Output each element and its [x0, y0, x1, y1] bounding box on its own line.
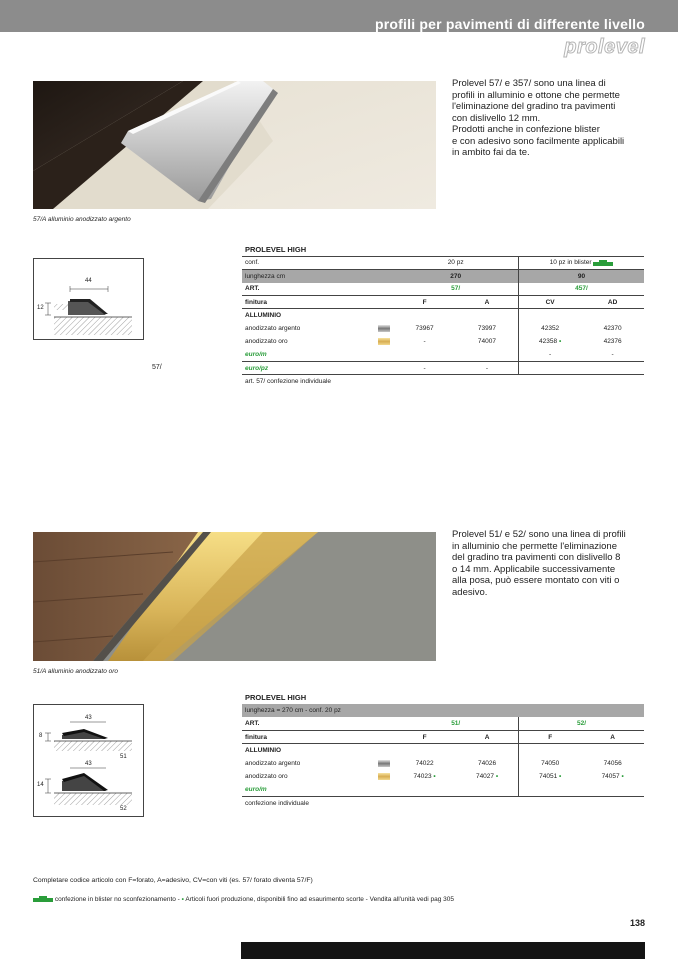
- height-dimension: 12: [37, 305, 44, 311]
- width-dimension: 44: [85, 278, 92, 284]
- spec-table-57: [242, 243, 644, 388]
- silver-swatch-icon: [378, 325, 390, 332]
- table-row: [242, 757, 644, 770]
- product-photo-51: [33, 532, 436, 661]
- table-note: art. 57/ confezione individuale: [245, 378, 332, 386]
- desc-line: in alluminio che permette l'eliminazione: [452, 540, 617, 552]
- table-row: [242, 349, 644, 362]
- art-label: ART.: [242, 717, 375, 730]
- price-cell: [456, 349, 519, 362]
- table-title-row: [242, 243, 644, 256]
- finish-col: A: [456, 731, 519, 744]
- desc-line: del gradino tra pavimenti con dislivello 8: [452, 552, 621, 563]
- width-dimension: 43: [85, 761, 92, 767]
- length-conf: lunghezza = 270 cm - conf. 20 pz: [242, 704, 644, 717]
- code-cell-marked: [519, 335, 582, 348]
- code-cell-marked: [393, 770, 456, 783]
- desc-line: adesivo.: [452, 586, 488, 598]
- table-row: [242, 375, 644, 388]
- discontinued-mark: •: [558, 338, 562, 346]
- brand-logo: prolevel: [564, 36, 645, 58]
- desc-line: in ambito fai da te.: [452, 147, 530, 158]
- legend: [33, 896, 454, 903]
- table-title: PROLEVEL HIGH: [242, 243, 644, 256]
- discontinued-mark: •: [559, 773, 562, 781]
- desc-line: Prolevel 51/ e 52/ sono una linea di profili: [452, 529, 626, 540]
- price-cell: -: [581, 349, 644, 362]
- spec-table-51-52: [242, 691, 644, 810]
- price-cell: [519, 362, 582, 375]
- table-row: [242, 797, 644, 810]
- finish-col: F: [393, 731, 456, 744]
- code-value: 74051: [539, 773, 558, 781]
- code-cell: 73997: [477, 325, 496, 333]
- table-row: [242, 717, 644, 730]
- finish-name: anodizzato oro: [245, 338, 288, 346]
- gold-swatch-icon: [378, 773, 390, 780]
- euro-m-label: euro/m: [242, 349, 375, 362]
- finish-col: AD: [581, 296, 644, 309]
- desc-line: Prolevel 57/ e 357/ sono una linea di: [452, 78, 606, 89]
- code-value: 74023: [413, 773, 432, 781]
- desc-line: profili in alluminio e ottone che permette: [452, 89, 620, 101]
- code-value: 74027: [475, 773, 495, 781]
- height-dimension: 14: [37, 782, 44, 788]
- code-cell: 73967: [415, 325, 434, 333]
- table-title: PROLEVEL HIGH: [245, 693, 307, 703]
- article-label: 52: [120, 806, 127, 812]
- code-cell: 42376: [603, 338, 622, 346]
- code-cell-marked: [581, 770, 644, 783]
- discontinued-mark: •: [181, 896, 184, 903]
- discontinued-mark: •: [495, 773, 499, 781]
- art-b: 52/: [519, 717, 644, 730]
- art-b: 457/: [519, 283, 644, 296]
- article-label: 51: [120, 754, 127, 760]
- photo-51-illustration: [33, 532, 436, 661]
- page-title: profili per pavimenti di differente livello: [375, 16, 645, 32]
- width-dimension: 43: [85, 715, 92, 721]
- profile-drawing-57: [34, 259, 143, 339]
- table-row: [242, 322, 644, 335]
- code-cell: 74026: [478, 760, 497, 768]
- desc-line: con dislivello 12 mm.: [452, 112, 541, 124]
- table-note: confezione individuale: [245, 799, 309, 807]
- desc-line: alla posa, può essere montato con viti o: [452, 575, 620, 586]
- legend-blister-text: confezione in blister no sconfezionamento -: [54, 896, 180, 903]
- desc-line: o 14 mm. Applicabile successivamente: [452, 563, 616, 575]
- price-cell: -: [519, 349, 582, 362]
- photo-caption-51: 51/A alluminio anodizzato oro: [33, 668, 119, 675]
- code-cell-marked: [456, 770, 519, 783]
- finish-label: finitura: [242, 731, 375, 744]
- finish-col: CV: [519, 296, 582, 309]
- finish-col: A: [456, 296, 519, 309]
- article-label-57: 57/: [152, 364, 162, 371]
- price-cell: [393, 349, 456, 362]
- conf-a: 20 pz: [393, 256, 518, 269]
- table-row: [242, 335, 644, 348]
- table-row: [242, 704, 644, 717]
- conf-b-cell: [519, 256, 644, 269]
- legend-mark-text: Articoli fuori produzione, disponibili fino ad esaurimento scorte - Vendita all'unità vedi pag 305: [185, 896, 455, 903]
- description-51: [452, 529, 652, 598]
- discontinued-mark: •: [433, 773, 436, 781]
- code-cell: 42370: [603, 325, 622, 333]
- table-row: [242, 362, 644, 375]
- code-value: 42358: [539, 338, 558, 346]
- finish-name: anodizzato argento: [245, 760, 301, 768]
- code-cell: 74056: [603, 760, 622, 768]
- blister-icon: [593, 260, 613, 266]
- art-a: 57/: [393, 283, 518, 296]
- price-cell: -: [456, 362, 519, 375]
- finish-col: F: [519, 731, 582, 744]
- photo-57-illustration: [33, 81, 436, 209]
- euro-m-label: euro/m: [242, 783, 375, 796]
- code-cell: 74050: [519, 757, 582, 770]
- code-cell: 74007: [477, 338, 496, 346]
- height-dimension: 8: [39, 733, 43, 739]
- discontinued-mark: •: [621, 773, 624, 781]
- table-title-row: [242, 691, 644, 704]
- table-row: [242, 256, 644, 269]
- code-footnote: Completare codice articolo con F=forato, A=adesivo, CV=con viti (es. 57/ forato diventa 57/F): [33, 877, 313, 884]
- finish-label: finitura: [242, 296, 375, 309]
- table-row: [242, 744, 644, 757]
- desc-line: e con adesivo sono facilmente applicabili: [452, 135, 625, 147]
- desc-line: l'eliminazione del gradino tra pavimenti: [452, 101, 616, 112]
- length-label: lunghezza cm: [242, 269, 375, 282]
- table-row: [242, 783, 644, 796]
- art-label: ART.: [242, 283, 375, 296]
- code-cell: 42352: [519, 322, 582, 335]
- silver-swatch-icon: [378, 760, 390, 767]
- table-row: [242, 269, 644, 282]
- material-label: ALLUMINIO: [245, 747, 282, 755]
- conf-b: 10 pz in blister: [549, 259, 592, 267]
- desc-line: Prodotti anche in confezione blister: [452, 124, 600, 135]
- blister-icon: [33, 896, 53, 902]
- code-cell-marked: [519, 770, 582, 783]
- length-a: 270: [393, 269, 518, 282]
- price-cell: [581, 362, 644, 375]
- technical-drawing-57: [33, 258, 144, 340]
- art-a: 51/: [393, 717, 518, 730]
- table-row: [242, 731, 644, 744]
- table-row: [242, 283, 644, 296]
- code-cell: -: [423, 338, 426, 346]
- finish-col: A: [581, 731, 644, 744]
- page-number: 138: [629, 918, 645, 928]
- description-57: [452, 78, 652, 159]
- table-row: [242, 296, 644, 309]
- table-row: [242, 309, 644, 322]
- technical-drawing-51-52: [33, 704, 144, 817]
- finish-name: anodizzato oro: [245, 773, 288, 781]
- euro-pz-label: euro/pz: [242, 362, 375, 375]
- finish-name: anodizzato argento: [245, 325, 301, 333]
- table-row: [242, 770, 644, 783]
- code-value: 74057: [601, 773, 620, 781]
- conf-label: conf.: [242, 256, 375, 269]
- price-cell: -: [393, 362, 456, 375]
- photo-caption-57: 57/A alluminio anodizzato argento: [33, 216, 131, 223]
- footer-bar: [241, 942, 645, 959]
- length-b: 90: [519, 269, 644, 282]
- code-cell: 74022: [415, 760, 434, 768]
- finish-col: F: [393, 296, 456, 309]
- material-label: ALLUMINIO: [245, 312, 282, 320]
- gold-swatch-icon: [378, 338, 390, 345]
- product-photo-57: [33, 81, 436, 209]
